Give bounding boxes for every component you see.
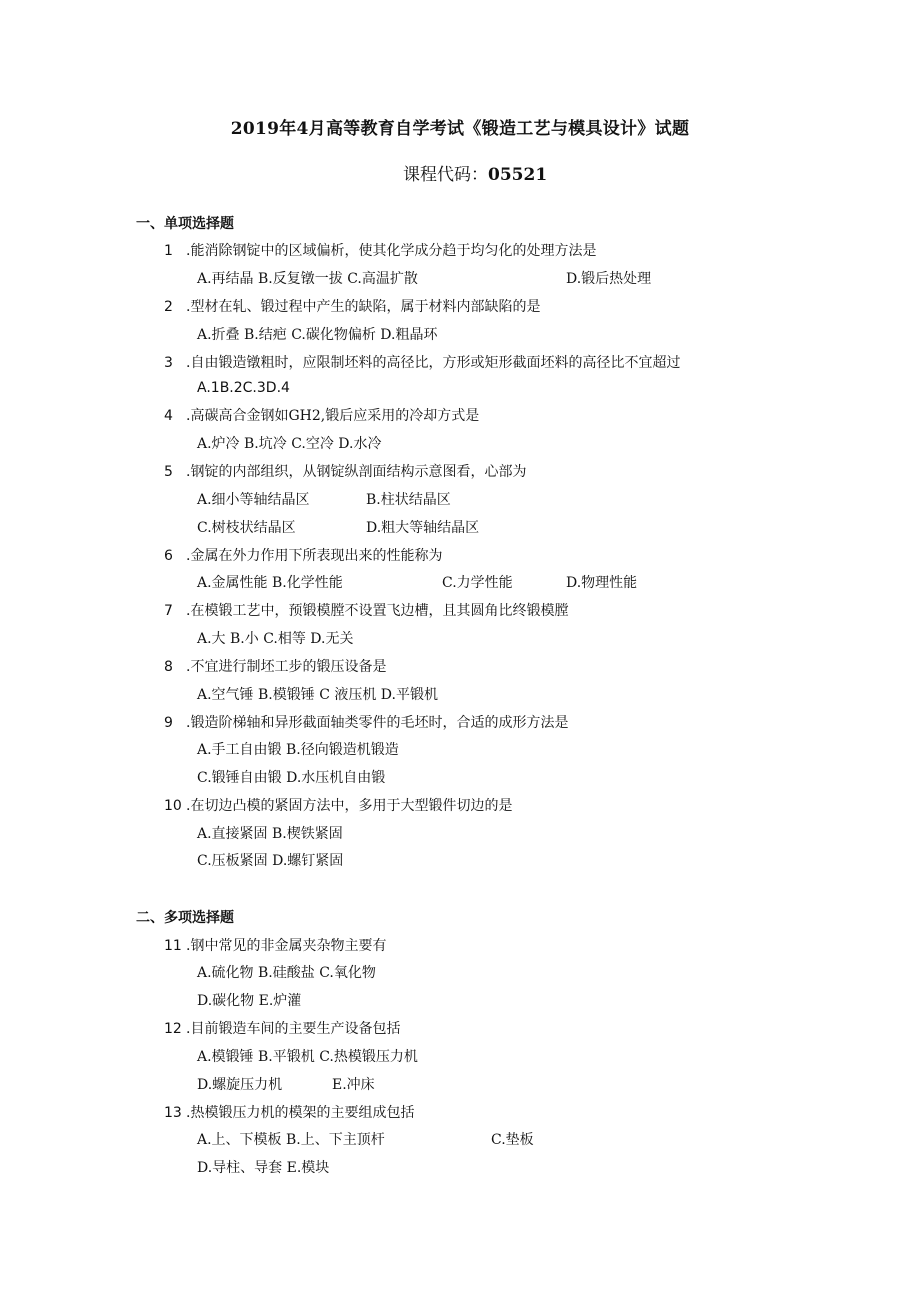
question-13-option-c: C.垫板 (491, 1132, 534, 1148)
question-13-options-ab: A.上、下模板 B.上、下主顶杆 (197, 1132, 385, 1148)
question-6-option-c: C.力学性能 (442, 575, 513, 591)
question-13: 13 .热模锻压力机的模架的主要组成包括 (164, 1105, 415, 1121)
question-10-options-cd: C.压板紧固 D.螺钉紧固 (197, 853, 344, 869)
question-6-option-d: D.物理性能 (566, 575, 638, 591)
question-4-options: A.炉冷 B.坑冷 C.空冷 D.水冷 (197, 436, 382, 452)
course-code: 05521 (488, 165, 548, 185)
question-13-options-de: D.导柱、导套 E.模块 (197, 1160, 330, 1176)
question-8-options: A.空气锤 B.模锻锤 C 液压机 D.平锻机 (197, 687, 438, 703)
question-5-option-b: B.柱状结晶区 (366, 492, 451, 508)
question-11-options-abc: A.硫化物 B.硅酸盐 C.氧化物 (197, 965, 376, 981)
question-5: 5 .钢锭的内部组织，从钢锭纵剖面结构示意图看，心部为 (164, 464, 527, 480)
question-11-options-de: D.碳化物 E.炉灌 (197, 993, 302, 1009)
question-12-option-d: D.螺旋压力机 (197, 1077, 283, 1093)
question-2-options: A.折叠 B.结疤 C.碳化物偏析 D.粗晶环 (197, 327, 438, 343)
question-1-options-a: A.再结晶 B.反复镦一拔 C.高温扩散 (197, 271, 418, 287)
question-6-options-ab: A.金属性能 B.化学性能 (197, 575, 343, 591)
exam-title: 2019年4月高等教育自学考试《锻造工艺与模具设计》试题 (230, 119, 690, 139)
course-code-label: 课程代码： (403, 165, 488, 185)
question-7-options: A.大 B.小 C.相等 D.无关 (197, 631, 354, 647)
question-9-options-cd: C.锻锤自由锻 D.水压机自由锻 (197, 770, 386, 786)
section-heading-single-choice: 一、单项选择题 (136, 216, 234, 232)
question-3: 3 .自由锻造镦粗时，应限制坯料的高径比，方形或矩形截面坯料的高径比不宜超过 (164, 355, 681, 371)
question-5-option-a: A.细小等轴结晶区 (197, 492, 310, 508)
question-1-options-d: D.锻后热处理 (566, 271, 652, 287)
question-9: 9 .锻造阶梯轴和异形截面轴类零件的毛坯时，合适的成形方法是 (164, 715, 569, 731)
question-5-option-c: C.树枝状结晶区 (197, 520, 296, 536)
question-6: 6 .金属在外力作用下所表现出来的性能称为 (164, 548, 443, 564)
question-9-options-ab: A.手工自由锻 B.径向锻造机锻造 (197, 742, 399, 758)
question-12: 12 .目前锻造车间的主要生产设备包括 (164, 1021, 401, 1037)
question-2: 2 .型材在轧、锻过程中产生的缺陷，属于材料内部缺陷的是 (164, 299, 541, 315)
question-7: 7 .在模锻工艺中，预锻模膛不设置飞边槽，且其圆角比终锻模膛 (164, 603, 569, 619)
question-5-option-d: D.粗大等轴结晶区 (366, 520, 480, 536)
question-10: 10 .在切边凸模的紧固方法中，多用于大型锻件切边的是 (164, 798, 513, 814)
course-code-line (403, 160, 547, 185)
question-12-options-abc: A.模锻锤 B.平锻机 C.热模锻压力机 (197, 1049, 418, 1065)
section-heading-multiple-choice: 二、多项选择题 (136, 910, 234, 926)
question-3-options: A.1B.2C.3D.4 (197, 380, 290, 396)
question-11: 11 .钢中常见的非金属夹杂物主要有 (164, 938, 387, 954)
question-8: 8 .不宜进行制坯工步的锻压设备是 (164, 659, 387, 675)
question-1: 1 .能消除钢锭中的区域偏析，使其化学成分趋于均匀化的处理方法是 (164, 243, 597, 259)
question-10-options-ab: A.直接紧固 B.楔铁紧固 (197, 826, 343, 842)
question-4: 4 .高碳高合金钢如GH2,锻后应采用的冷却方式是 (164, 408, 480, 424)
question-12-option-e: E.冲床 (332, 1077, 375, 1093)
